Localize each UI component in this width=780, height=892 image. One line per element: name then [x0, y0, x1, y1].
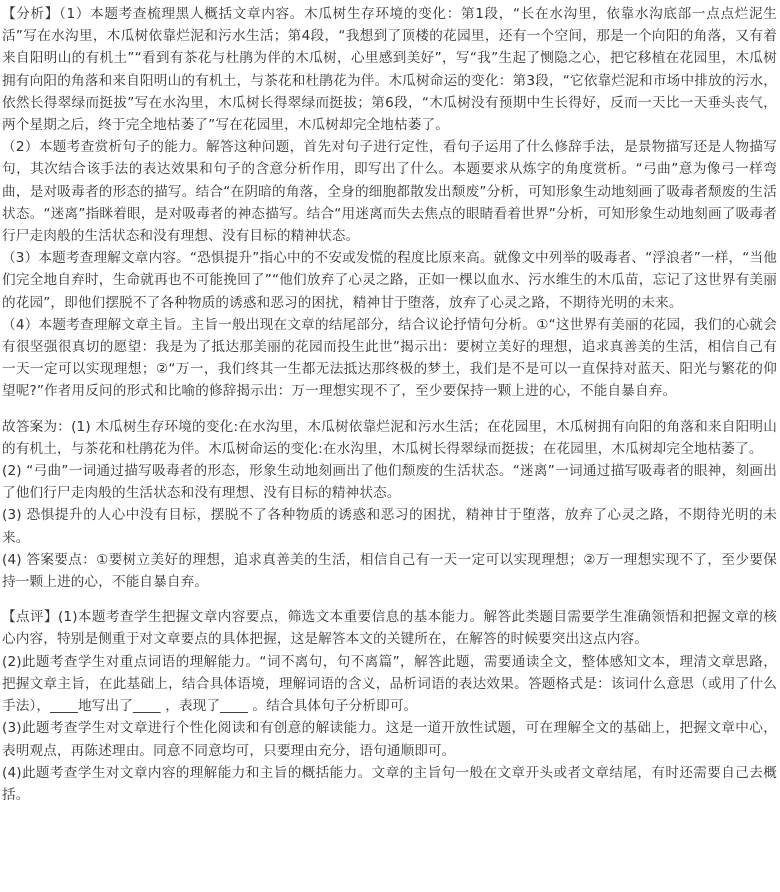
answer-part-4: (4) 答案要点：①要树立美好的理想，追求真善美的生活，相信自己有一天一定可以实现理想；②万一理想实现不了，至少要保持一颗上进的心，不能自暴自弃。 — [2, 551, 777, 591]
answer-part-2: (2) “弓曲”一词通过描写吸毒者的形态，形象生动地刻画出了他们颓废的生活状态。“迷离”一词通过描写吸毒者的眼神，刻画出了他们行尸走肉般的生活状态和没有理想、没有目标的精神状态。 — [2, 463, 777, 502]
comment-part-4: (4)此题考查学生对文章内容的理解能力和主旨的概括能力。文章的主旨句一般在文章开头或者文章结尾，有时还需要自己去概括。 — [2, 764, 777, 803]
answer-part-1: 故答案为：(1) 木瓜树生存环境的变化:在水沟里，木瓜树依靠烂泥和污水生活；在花园里，木瓜树拥有向阳的角落和来自阳明山的有机土，与茶花和杜鹃花为伴。木瓜树命运的变化:在水沟里，木瓜树长得翠绿而挺拔；在花园里，木瓜树却完全地枯萎了。 — [2, 418, 777, 457]
section-spacer — [2, 593, 777, 606]
comment-part-3: (3)此题考查学生对文章进行个性化阅读和有创意的解读能力。这是一道开放性试题，可在理解全文的基础上，把握文章中心，表明观点，再陈述理由。同意不同意均可，只要理由充分，语句通顺即可。 — [2, 720, 777, 759]
comment-section — [2, 606, 777, 806]
analysis-part-2: （2）本题考查赏析句子的能力。解答这种问题，首先对句子进行定性，看句子运用了什么修辞手法，是景物描写还是人物描写句，其次结合该手法的表达效果和句子的含意分析作用，即写出了什么。本题要求从炼字的角度赏析。“弓曲”意为像弓一样弯曲，是对吸毒者的形态的描写。结合“在阴暗的角落，全身的细胞都散发出颓废”分析，可知形象生动地刻画了吸毒者颓废的生活状态。“迷离”指眯着眼，是对吸毒者的神态描写。结合“用迷离而失去焦点的眼睛看着世界”分析，可知形象生动地刻画了吸毒者行尸走肉般的生活状态和没有理想、没有目标的精神状态。 — [2, 139, 777, 245]
comment-part-2: (2)此题考查学生对重点词语的理解能力。“词不离句，句不离篇”，解答此题，需要通读全文，整体感知文本，理清文章思路，把握文章主旨，在此基础上，结合具体语境，理解词语的含义，品析词语的表达效果。答题格式是：该词什么意思（或用了什么手法），____地写出了____ ，表现了____ 。结合具体句子分析即可。 — [2, 653, 777, 715]
answer-section — [2, 416, 777, 594]
analysis-part-3: （3）本题考查理解文章内容。“恐惧提升”指心中的不安或发慌的程度比原来高。就像文中列举的吸毒者、“浮浪者”一样，“当他们完全地自弃时，生命就再也不可能挽回了”“他们放弃了心灵之路，正如一棵以血水、污水维生的木瓜苗，忘记了这世界有美丽的花园”，即他们摆脱不了各种物质的诱惑和恶习的困扰，精神甘于堕落，放弃了心灵之路，不期待光明的未来。 — [2, 250, 777, 311]
answer-part-3: (3) 恐惧提升的人心中没有目标，摆脱不了各种物质的诱惑和恶习的困扰，精神甘于堕落，放弃了心灵之路，不期待光明的未来。 — [2, 507, 777, 546]
section-spacer — [2, 403, 777, 416]
analysis-section — [2, 3, 777, 403]
analysis-part-1: 【分析】（1）本题考查梳理黑人概括文章内容。木瓜树生存环境的变化：第1段，“长在水沟里，依靠水沟底部一点点烂泥生活”写在水沟里，木瓜树依靠烂泥和污水生活；第4段，“我想到了顶楼的花园里，还有一个空间，那是一个向阳的角落，又有着来自阳明山的有机土”“看到有茶花与杜鹃为伴的木瓜树，心里感到美好”，写“我”生起了恻隐之心，把它移植在花园里，木瓜树拥有向阳的角落和来自阳明山的有机土，与茶花和杜鹃花为伴。木瓜树命运的变化：第3段，“它依靠烂泥和市场中排放的污水，依然长得翠绿而挺拔”写在水沟里，木瓜树长得翠绿而挺拔；第6段，“木瓜树没有预期中生长得好，反而一天比一天垂头丧气，两个星期之后，终于完全地枯萎了”写在花园里，木瓜树却完全地枯萎了。 — [2, 6, 777, 134]
analysis-part-4: （4）本题考查理解文章主旨。主旨一般出现在文章的结尾部分，结合议论抒情句分析。①“这世界有美丽的花园，我们的心就会有很坚强很真切的愿望：我是为了抵达那美丽的花园而投生此世”揭示出：要树立美好的理想，追求真善美的生活，相信自己有一天一定可以实现理想；②“万一，我们终其一生都无法抵达那终极的梦土，我们是不是可以一直保持对蓝天、阳光与繁花的仰望呢?”作者用反问的形式和比喻的修辞揭示出：万一理想实现不了，至少要保持一颗上进的心，不能自暴自弃。 — [2, 316, 777, 400]
comment-part-1: 【点评】(1)本题考查学生把握文章内容要点，筛选文本重要信息的基本能力。解答此类题目需要学生准确领悟和把握文章的核心内容，特别是侧重于对文章要点的具体把握，这是解答本文的关键所在，在解答的时候要突出这点内容。 — [2, 609, 777, 648]
